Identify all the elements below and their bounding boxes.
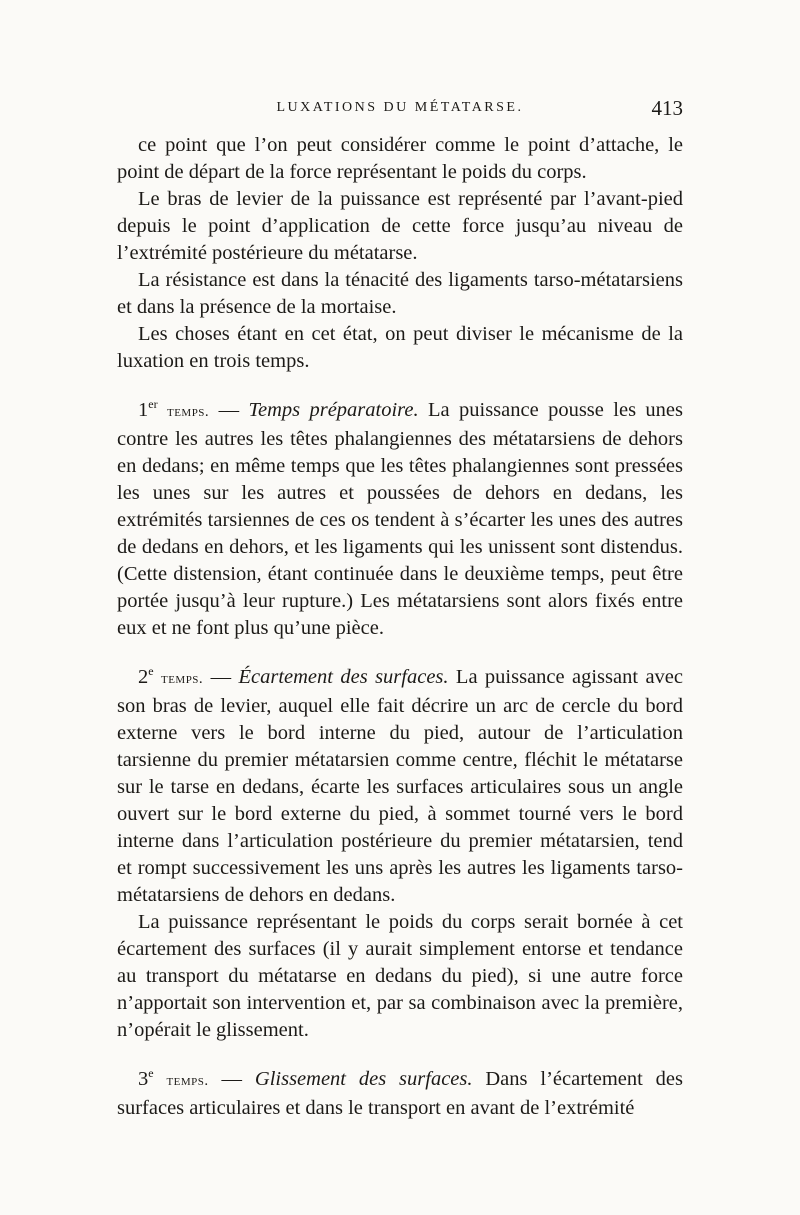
temps-2-label: temps. [160,671,204,687]
temps-2-number: 2 [138,666,149,688]
temps-1-number: 1 [138,399,149,421]
temps-3-ordinal: e [148,1066,154,1081]
temps-1-text: La puissance pousse les unes contre les autres les têtes phalangiennes des métatarsiens de dehors en dedans; en même temps que les têtes phalangiennes sont pressées les unes sur les autres et poussées de dehors en dedans, les extrémités tarsiennes de ces os tendent à s’écarter les unes des autres de dedans en dehors, et les ligaments qui les unissent sont distendus. (Cette distension, étant continuée dans le deuxième temps, peut être portée jusqu’à leur rupture.) Les métatarsiens sont alors fixés entre eux et ne font plus qu’une pièce. [117,399,683,639]
paragraph: La puissance représentant le poids du corps serait bornée à cet écartement des surfaces (il y aurait simplement entorse et tendance au transport du métatarse en dedans du pied), si une autre force n’apportait son intervention et, par sa combinaison avec la première, n’opérait le glissement. [117,911,683,1041]
body-text [117,132,683,1122]
temps-1-paragraph [117,397,683,642]
running-header [117,96,683,126]
temps-1-ordinal: er [148,397,158,412]
paragraph: ce point que l’on peut considérer comme le point d’attache, le point de départ de la force représentant le poids du corps. [117,134,683,183]
temps-1-title: Temps préparatoire. [248,399,419,421]
paragraph: Les choses étant en cet état, on peut diviser le mécanisme de la luxation en trois temps. [117,323,683,372]
temps-3-number: 3 [138,1068,149,1090]
temps-2-paragraph [117,664,683,909]
paragraph: Le bras de levier de la puissance est représenté par l’avant-pied depuis le point d’application de cette force jusqu’au niveau de l’extrémité postérieure du métatarse. [117,188,683,264]
running-title: LUXATIONS DU MÉTATARSE. [276,100,524,115]
temps-3-dash: — [208,1068,255,1090]
page-number: 413 [651,96,683,120]
temps-2-ordinal: e [148,664,154,679]
temps-3-paragraph [117,1066,683,1122]
paragraph: La résistance est dans la ténacité des ligaments tarso-métatarsiens et dans la présence de la mortaise. [117,269,683,318]
temps-2-dash: — [203,666,239,688]
temps-2-text: La puissance agissant avec son bras de levier, auquel elle fait décrire un arc de cercle du bord externe vers le bord interne du pied, autour de l’articulation tarsienne du premier métatarsien comme centre, fléchit le métatarse sur le tarse en dedans, écarte les surfaces articulaires sous un angle ouvert sur le bord externe du pied, à sommet tourné vers le bord interne dans l’articulation postérieure du premier métatarsien, tend et rompt successivement les uns après les autres les ligaments tarso-métatarsiens de dehors en dedans. [117,666,683,906]
temps-1-label: temps. [166,404,210,420]
temps-1-dash: — [209,399,249,421]
temps-3-text: Dans l’écartement des surfaces articulaires et dans le transport en avant de l’extrémité [117,1068,683,1119]
temps-3-title: Glissement des surfaces. [254,1068,473,1090]
temps-3-label: temps. [166,1073,209,1089]
temps-2-title: Écartement des surfaces. [238,666,449,688]
